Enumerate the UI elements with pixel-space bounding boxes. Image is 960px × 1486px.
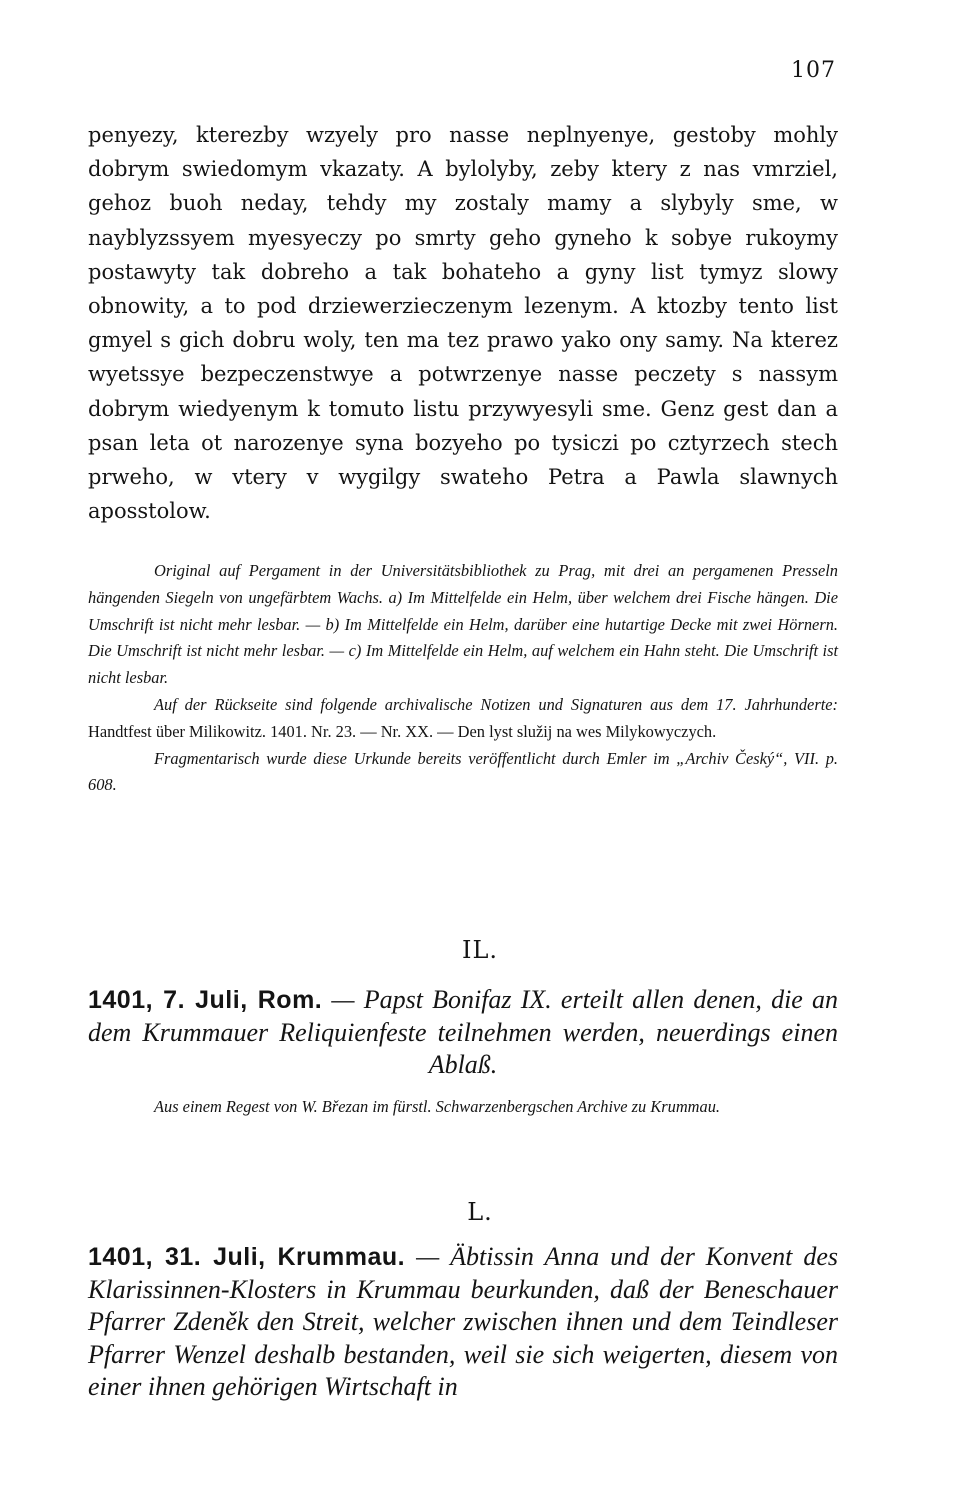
page-number: 107	[791, 58, 836, 83]
entry-number: L.	[467, 1198, 493, 1226]
note-reverse	[88, 692, 838, 746]
entry-number: IL.	[461, 936, 499, 964]
entry-heading-text	[88, 1241, 838, 1404]
entry-date: 1401, 31. Juli, Krummau.	[88, 1243, 406, 1271]
entry-heading-text	[88, 984, 838, 1082]
notes-block	[88, 558, 838, 799]
note-reverse-roman: Handtfest über Milikowitz. 1401. Nr. 23. — Nr. XX. — Den lyst služij na wes Milykowyczych.	[88, 721, 717, 741]
note-original: Original auf Pergament in der Universitätsbibliothek zu Prag, mit drei an pergamenen Presseln hängenden Siegeln von ungefärbtem Wachs. a) Im Mittelfelde ein Helm, über welchem drei Fische hängen. Die Umschrift ist nicht mehr lesbar. — b) Im Mittelfelde ein Helm, darüber eine hutartige Decke mit zwei Hörnern. Die Umschrift ist nicht mehr lesbar. — c) Im Mittelfelde ein Helm, auf welchem ein Hahn steht. Die Umschrift ist nicht lesbar.	[88, 561, 838, 688]
entry-source-text: Aus einem Regest von W. Březan im fürstl. Schwarzenbergschen Archive zu Krummau.	[154, 1097, 721, 1116]
entry-heading	[88, 1241, 838, 1404]
note-reverse-italic: Auf der Rückseite sind folgende archivalische Notizen und Signaturen aus dem 17. Jahrhunderte:	[154, 694, 838, 714]
note-fragment: Fragmentarisch wurde diese Urkunde bereits veröffentlicht durch Emler im „Archiv Český“, VII. p. 608.	[88, 748, 838, 795]
entry-date: 1401, 7. Juli, Rom.	[88, 986, 323, 1014]
entry-summary: — Äbtissin Anna und der Konvent des Klarissinnen-Klosters in Krummau beurkunden, daß der Beneschauer Pfarrer Zdeněk den Streit, welcher zwischen ihnen und dem Teindleser Pfarrer Wenzel deshalb bestanden, weil sie sich weigerten, diesem von einer ihnen gehörigen Wirtschaft in	[88, 1242, 839, 1401]
entry-source	[88, 1092, 838, 1122]
entry-summary: — Papst Bonifaz IX. erteilt allen denen, die an dem Krummauer Reliquienfeste teilnehmen werden, neuerdings einen Ablaß.	[88, 985, 838, 1079]
charter-text: penyezy, kterezby wzyely pro nasse neplnyenye, gestoby mohly dobrym swiedomym vkazaty. A bylolyby, zeby ktery z nas vmrziel, gehoz buoh neday, tehdy my zostaly mamy a slybyly sme, w nayblyzssyem myesyeczy po smrty geho gyneho k sobye rukoymy postawyty tak dobreho a tak bohateho a gyny list tymyz slowy obnowity, a to pod drziewerzieczenym lezenym. A ktozby tento list gmyel s gich dobru woly, ten ma tez prawo yako ony samy. Na kterez wyetssye bezpeczenstwye a potwrzenye nasse peczety s nassym dobrym wiedyenym k tomuto listu przywyesyli sme. Genz gest dan a psan leta ot narozenye syna bozyeho po tysiczi po cztyrzech stech prweho, w vtery v wygilgy swateho Petra a Pawla slawnych aposstolow.	[88, 123, 838, 524]
main-text-block	[88, 118, 838, 528]
entry-heading	[88, 984, 838, 1082]
